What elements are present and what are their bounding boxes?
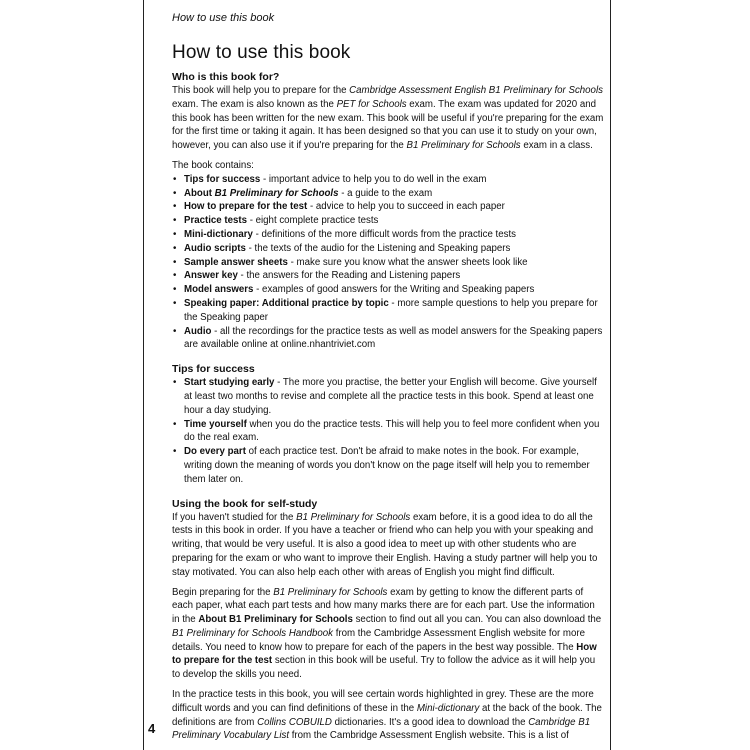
tips-list bbox=[172, 376, 604, 486]
section-heading-tips: Tips for success bbox=[172, 363, 255, 376]
self-study-paragraph-2: Begin preparing for the B1 Preliminary for Schools exam by getting to know the different parts of each paper, what each part tests and how many marks there are for each part. Use the information in the About B1 Preliminary for Schools section to find out all you can. You can also download the B1 Preliminary for Schools Handbook from the Cambridge Assessment English website for more details. You need to know how to prepare for each of the papers in the best way possible. The How to prepare for the test section in this book will be useful. Try to follow the advice as it will help you to develop the skills you need. bbox=[172, 586, 602, 681]
list-item: • About B1 Preliminary for Schools - a guide to the exam bbox=[172, 187, 604, 201]
section-heading-who: Who is this book for? bbox=[172, 71, 280, 83]
list-item: • Answer key - the answers for the Reading and Listening papers bbox=[172, 269, 604, 283]
list-item: • Practice tests - eight complete practice tests bbox=[172, 214, 604, 228]
list-item: • Audio - all the recordings for the practice tests as well as model answers for the Speaking papers are available online at online.nhantriviet.com bbox=[172, 325, 604, 353]
self-study-paragraph-1: If you haven't studied for the B1 Preliminary for Schools exam before, it is a good idea to do all the tests in this book in order. If you have a teacher or friend who can help you with your speaking and writing, that would be very useful. It is also a good idea to meet up with other students who are preparing for the exam or who want to improve their English. Having a study partner will help you to stay motivated. You can also help each other with areas of English you might find difficult. bbox=[172, 511, 598, 578]
list-item: • How to prepare for the test - advice to help you to succeed in each paper bbox=[172, 200, 604, 214]
page-title: How to use this book bbox=[172, 42, 351, 63]
page-number: 4 bbox=[148, 721, 156, 736]
list-item: • Do every part of each practice test. Don't be afraid to make notes in the book. For example, writing down the meaning of words you don't know on the page itself will help you to remember them later on. bbox=[172, 445, 604, 486]
section-heading-self-study: Using the book for self-study bbox=[172, 497, 318, 510]
contains-intro: The book contains: bbox=[172, 159, 254, 171]
who-paragraph: This book will help you to prepare for the Cambridge Assessment English B1 Preliminary for Schools exam. The exam is also known as the PET for Schools exam. The exam was updated for 2020 and this book has been written for the new exam. This book will be useful if you're preparing for the exam for the first time or taking it again. It has been designed so that you can use it to study on your own, however, you can also use it if you're preparing for the B1 Preliminary for Schools exam in a class. bbox=[172, 85, 604, 152]
body-content bbox=[172, 70, 604, 743]
list-item: • Audio scripts - the texts of the audio for the Listening and Speaking papers bbox=[172, 242, 604, 256]
self-study-paragraph-3: In the practice tests in this book, you will see certain words highlighted in grey. These are the more difficult words and you can find definitions of these in the Mini-dictionary at the back of the book. The definitions are from Collins COBUILD dictionaries. It's a good idea to download the Cambridge B1 Preliminary Vocabulary List from the Cambridge Assessment English website. This is a list of bbox=[172, 689, 602, 742]
list-item: • Sample answer sheets - make sure you know what the answer sheets look like bbox=[172, 256, 604, 270]
list-item: • Speaking paper: Additional practice by topic - more sample questions to help you prepare for the Speaking paper bbox=[172, 297, 604, 325]
list-item: • Tips for success - important advice to help you to do well in the exam bbox=[172, 173, 604, 187]
list-item: • Mini-dictionary - definitions of the more difficult words from the practice tests bbox=[172, 228, 604, 242]
list-item: • Start studying early - The more you practise, the better your English will become. Give yourself at least two months to revise and complete all the practice tests in this book. Spend at least one hour a day studying. bbox=[172, 376, 604, 417]
list-item: • Time yourself when you do the practice tests. This will help you to feel more confident when you do the real exam. bbox=[172, 418, 604, 446]
running-head: How to use this book bbox=[172, 12, 275, 24]
contents-list bbox=[172, 173, 604, 352]
list-item: • Model answers - examples of good answers for the Writing and Speaking papers bbox=[172, 283, 604, 297]
